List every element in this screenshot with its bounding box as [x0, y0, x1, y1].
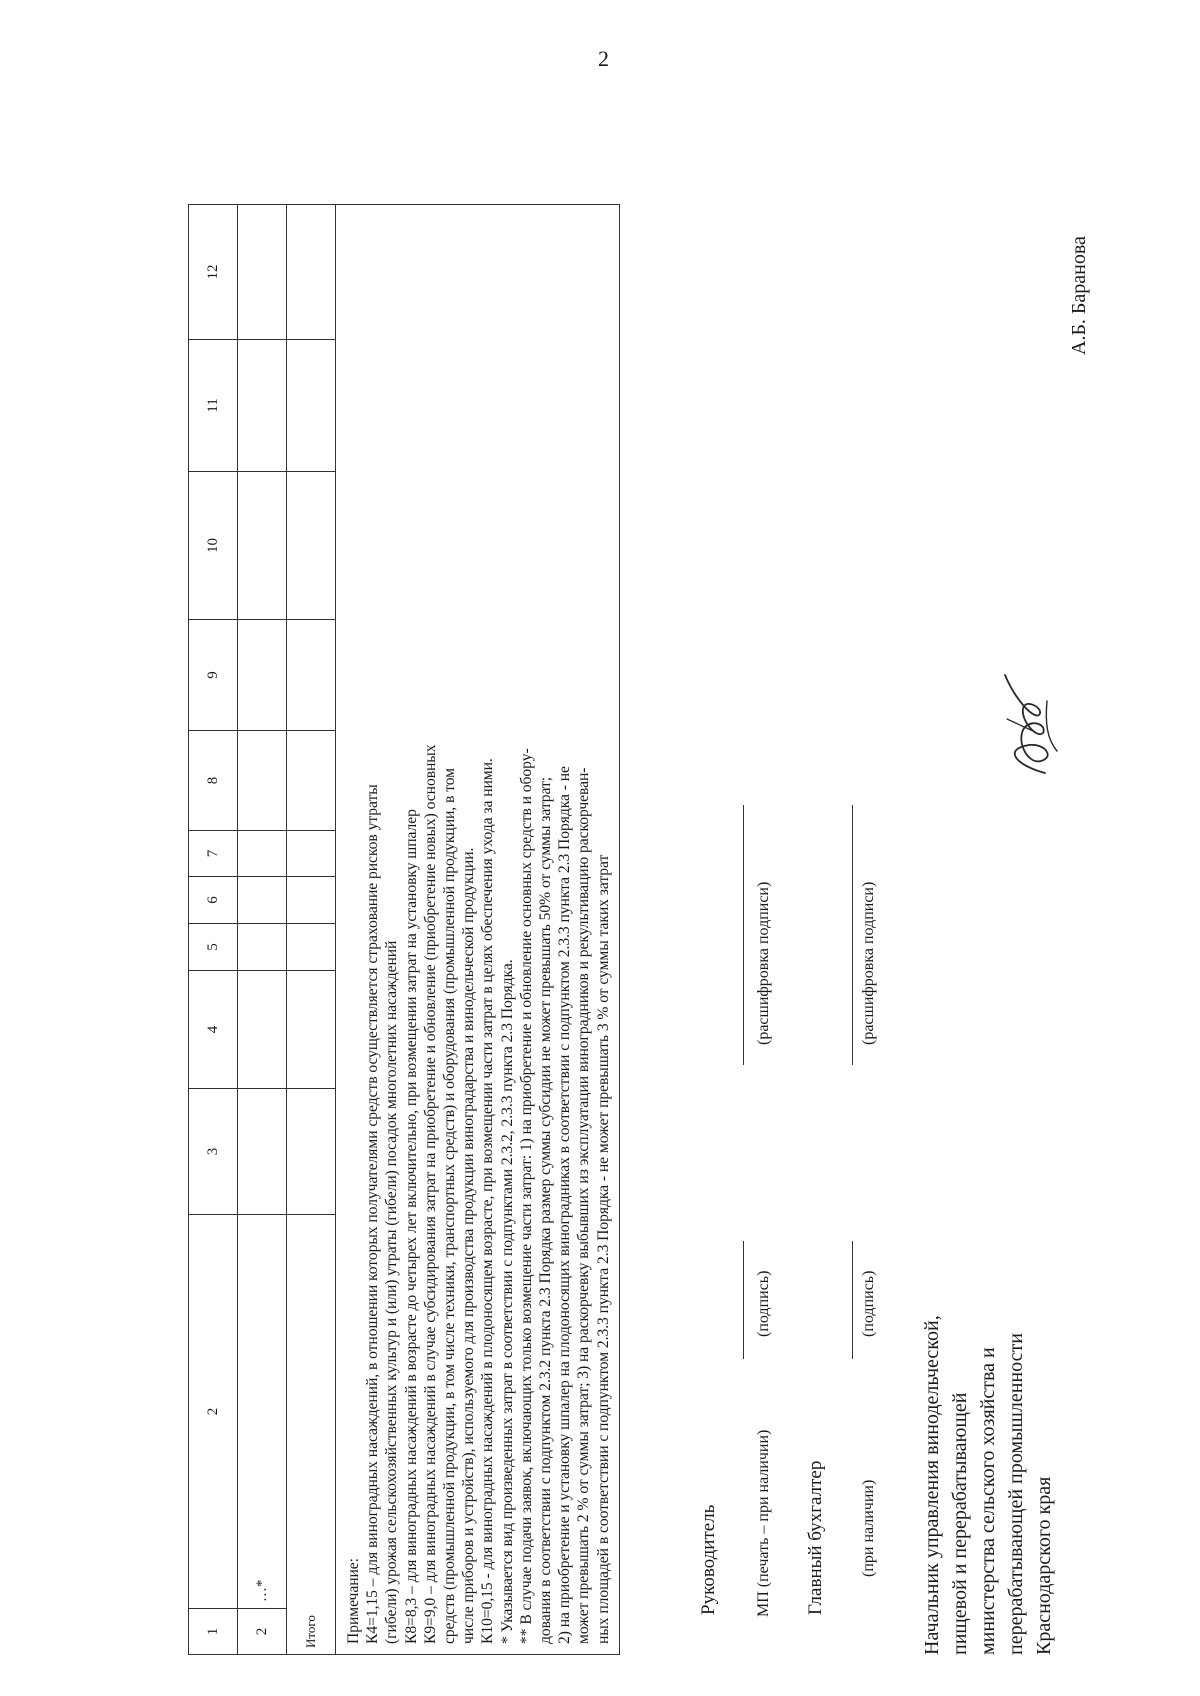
sign-caption: (подпись)	[755, 1270, 772, 1337]
row-name: …*	[238, 1215, 287, 1609]
official-title-line: перерабатывающей промышленности	[1005, 1333, 1027, 1655]
accountant-label: Главный бухгалтер	[805, 1460, 826, 1615]
head-label: Руководитель	[698, 1504, 719, 1615]
signature-block	[100, 155, 1140, 1655]
col-header: 3	[189, 1089, 238, 1215]
col-header: 7	[189, 831, 238, 877]
col-header: 4	[189, 971, 238, 1089]
note-line: может превышать 2 % от суммы затрат; 3) на раскорчевку выбывших из эксплуатации виноградников и рекультивацию раскорчеван-	[575, 767, 593, 1644]
if-any-label: (при наличии)	[860, 1479, 877, 1577]
row-number: 2	[238, 1609, 287, 1655]
notes-heading: Примечание:	[345, 1558, 362, 1644]
note-line: дования в соответствии с подпунктом 2.3.2 пункта 2.3 Порядка размер суммы субсидии не может превышать 50% от суммы затрат;	[537, 776, 555, 1644]
note-line: К10=0,15 - для виноградных насаждений в плодоносящем возрасте, при возмещении части затрат в целях обеспечения ухода за ними.	[479, 758, 497, 1644]
note-line: числе приборов и устройств), используемого для производства продукции виноградарства и винодельческой продукции.	[460, 847, 478, 1644]
signature-line	[743, 1241, 744, 1359]
note-line: ных площадей в соответствии с подпунктом 2.3.3 пункта 2.3 Порядка - не может превышать 3 % от суммы таких затрат	[594, 854, 612, 1644]
official-title-line: пищевой и перерабатывающей	[949, 1392, 971, 1655]
note-line: средств (промышленной продукции, в том числе техники, транспортных средств) и оборудования (промышленной продукции, в том	[441, 768, 459, 1644]
official-title-line: министерства сельского хозяйства и	[977, 1347, 999, 1655]
decode-caption: (расшифровка подписи)	[860, 881, 877, 1045]
col-header: 1	[189, 1609, 238, 1655]
sign-caption: (подпись)	[860, 1270, 877, 1337]
landscape-content	[100, 155, 1140, 1655]
mp-label: МП (печать – при наличии)	[755, 1429, 772, 1617]
official-name: А.Б. Баранова	[1068, 236, 1090, 355]
decode-line	[743, 805, 744, 1065]
handwritten-signature	[985, 669, 1075, 779]
signature-line	[852, 1241, 853, 1359]
col-header: 12	[189, 205, 238, 340]
official-title-line: Начальник управления винодельческой,	[921, 1315, 943, 1655]
col-header: 5	[189, 924, 238, 971]
col-header: 10	[189, 472, 238, 620]
decode-line	[852, 805, 853, 1065]
note-line: К9=9,0 – для виноградных насаждений в случае субсидирования затрат на приобретение и обновление (приобретение новых) основных	[421, 744, 439, 1644]
note-line: (гибели) урожая сельскохозяйственных культур и (или) утраты (гибели) посадок многолетних насаждений	[383, 940, 401, 1644]
col-header: 8	[189, 731, 238, 831]
col-header: 2	[189, 1215, 238, 1609]
col-header: 11	[189, 340, 238, 472]
note-line: * Указывается вид произведенных затрат в соответствии с подпунктами 2.3.2, 2.3.3 пункта 2.3 Порядка.	[498, 959, 516, 1644]
note-line: 2) на приобретение и установку шпалер на плодоносящих виноградниках в соответствии с подпунктом 2.3.3 пункта 2.3 Порядка - не	[556, 766, 574, 1644]
note-line: ** В случае подачи заявок, включающих только возмещение части затрат: 1) на приобретение и обновление основных средств и обору-	[517, 748, 535, 1644]
total-label: Итого	[287, 1215, 336, 1655]
col-header: 9	[189, 620, 238, 731]
page-number: 2	[598, 46, 609, 71]
official-title-line: Краснодарского края	[1033, 1476, 1055, 1655]
col-header: 6	[189, 877, 238, 924]
official-title	[918, 1315, 1058, 1655]
note-line: К8=8,3 – для виноградных насаждений в возрасте до четырех лет включительно, при возмещении затрат на установку шпалер	[402, 809, 420, 1644]
note-line: К4=1,15 – для виноградных насаждений, в отношении которых получателями средств осуществляется страхование рисков утраты	[364, 784, 382, 1644]
decode-caption: (расшифровка подписи)	[755, 881, 772, 1045]
